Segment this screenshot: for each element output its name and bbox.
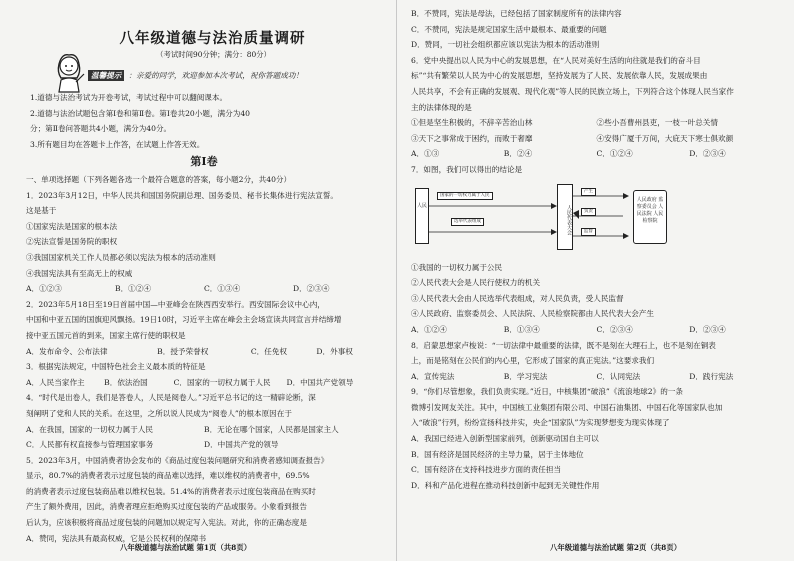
diagram-congress-box: 人民代表大会 [557, 184, 573, 250]
q5-option-d: D．赞同，一切社会组织都应该以宪法为根本的活动准则 [411, 40, 600, 50]
notice-line: 2.道德与法治试题包含第Ⅰ卷和第Ⅱ卷。第Ⅰ卷共20小题，满分为40 [30, 108, 250, 118]
q5-option-a: A．赞同，宪法具有最高权威，它是公民权利的保障书 [26, 533, 207, 543]
q1-line: 这是基于 [26, 206, 57, 216]
q4-options-cd [26, 437, 382, 453]
q6-option-d: D．②③④ [689, 149, 726, 159]
q9-line: 9．“你们尽管想象，我们负责实现。”近日，中核集团“破浪”《流浪地球2》的一条 [411, 387, 683, 397]
notice-line: 1.道德与法治考试为开卷考试，考试过程中可以翻阅课本。 [30, 93, 228, 102]
q4-option-d: D．中国共产党的领导 [204, 440, 279, 450]
left-page-footer: 八年级道德与法治试题 第1页（共8页） [120, 543, 252, 552]
q6-option-c: C．①②④ [596, 149, 633, 159]
q1-option-a: A．①②③ [26, 284, 62, 294]
q7-item: ③人民代表大会由人民选举代表组成，对人民负责，受人民监督 [411, 293, 624, 303]
exam-title: 八年级道德与法治质量调研 [119, 30, 306, 47]
q8-option-c: C．认同宪法 [596, 371, 641, 381]
q8-options [411, 369, 782, 385]
q6-line: 人民共享，不会有正确的发展观、现代化观”等人民的民族立场上，下列符合这个体现人民当家作 [411, 86, 734, 96]
q7-stem: 7．如图，我们可以得出的结论是 [411, 164, 523, 174]
q2-line: 中国和中亚五国的国旗迎风飘扬。19日10时，习近平主席在峰会主会场宣读共同宣言并结缔增 [26, 315, 342, 325]
q3-stem-b: 中国特色社会主义最本质的特征是 [91, 362, 206, 372]
q1-options [26, 281, 382, 297]
q4-option-c: C．人民都有权直接参与管理国家事务 [26, 440, 154, 450]
q2-option-b: B．授予荣誉权 [157, 346, 209, 356]
q4-option-b: B．无论在哪个国家，人民都是国家主人 [204, 424, 339, 434]
q5-line: 的消费者表示过度包装商品难以维权包装。51.4%的消费者表示过度包装商品在购买时 [26, 486, 316, 496]
right-page [397, 0, 794, 561]
diagram-label-oversee: 监督 [581, 228, 596, 236]
q7-item: ④人民政府、监察委员会、人民法院、人民检察院都由人民代表大会产生 [411, 309, 654, 319]
q4-line: 刻阐明了党和人民的关系。在这里，之所以说人民成为“阅卷人”的根本原因在于 [26, 408, 292, 418]
notice-line: 3.所有题目均在答题卡上作答，在试题上作答无效。 [30, 139, 205, 149]
q2-line: 2．2023年5月18日至19日首届中国—中亚峰会在陕西西安举行。西安国际会议中心内， [26, 299, 325, 309]
q2-options [26, 344, 382, 360]
q6-line: 标”“共有繁荣以人民为中心的发展思想，坚持发展为了人民、发展依靠人民，发展成果由 [411, 71, 708, 81]
q7-item: ②人民代表大会是人民行使权力的机关 [411, 278, 541, 288]
q7-option-b: B．①③④ [503, 324, 540, 334]
q6-item-2: ②些小吾曹州县吏，一枝一叶总关情 [596, 118, 718, 128]
q3-option-a: A．人民当家作主 [26, 377, 85, 387]
q6-item-3: ③天下之事常成于困约，而败于奢靡 [411, 133, 533, 143]
q1-line: ③我国国家机关工作人员都必须以宪法为根本的活动准则 [26, 252, 216, 262]
diagram-label-elect: 选举代表组成 [451, 218, 484, 226]
tip-banner [88, 70, 303, 81]
q6-items-row2 [411, 131, 782, 147]
q2-option-a: A．发布命令、公布法律 [26, 346, 108, 356]
notice-line: 分；第Ⅱ卷问答题共4小题，满分为40分。 [30, 124, 172, 134]
q4-options-ab [26, 422, 382, 438]
q6-line: 6．党中央提出以人民为中心的发展思想，在“人民对美好生活的向往就是我们的奋斗目 [411, 55, 701, 65]
q8-line: 8．启蒙思想家卢梭说：“一切法律中最重要的法律，既不是刻在大理石上，也不是刻在铜表 [411, 340, 716, 350]
q5-line: 5．2023年3月，中国消费者协会发布的《商品过度包装问题研究和消费者感知调查报告》 [26, 455, 329, 465]
q1-option-d: D．②③④ [293, 284, 330, 294]
q9-line: 入“破浪”行列，纷纷宣扬科技井实，央企“国家队”为实现梦想变为现实体现了 [411, 418, 670, 428]
q1-line: ④我国宪法具有至高无上的权威 [26, 268, 133, 278]
q5-line: 产生了额外费用，因此，消费者理应拒绝购买过度包装的产品或服务。小象看到报告 [26, 502, 307, 512]
diagram-people-box: 人民 [415, 188, 429, 244]
q9-option-a: A．我国已经进入创新型国家前列，创新驱动国自主可以 [411, 434, 599, 444]
q1-option-b: B．①②④ [115, 284, 151, 294]
q6-option-a: A．①③ [411, 149, 440, 159]
q7-option-d: D．②③④ [689, 324, 726, 334]
q3-stem-a: 3．根据宪法规定， [26, 362, 92, 372]
q9-option-d: D．科和产品化进程在推动科技创新中起到无关键性作用 [411, 480, 600, 490]
q7-item: ①我国的一切权力属于公民 [411, 262, 503, 272]
left-questions [26, 150, 382, 546]
q3-option-c: C．国家的一切权力属于人民 [173, 377, 271, 387]
q3-line [26, 359, 382, 375]
q6-line: 主的法律体现的是 [411, 102, 472, 112]
q3-option-b: B．依法治国 [104, 377, 148, 387]
q9-option-b: B．国有经济是国民经济的主导力量，居于主体地位 [411, 449, 584, 459]
mascot-illustration [48, 50, 90, 94]
diagram-label-responsible: 负责 [581, 208, 596, 216]
q8-line: 上，而是铭刻在公民们的内心里，它形成了国家的真正宪法。”这要求我们 [411, 356, 655, 366]
tip-badge: 温馨提示 [88, 70, 124, 81]
exam-notice [30, 90, 380, 152]
tip-text: ：亲爱的同学，欢迎参加本次考试，祝你答题成功！ [128, 71, 304, 80]
q8-option-b: B．学习宪法 [503, 371, 548, 381]
q4-line: 4．“时代是出卷人，我们是答卷人，人民是阅卷人。”习近平总书记的这一精辟论断，深 [26, 393, 316, 403]
diagram-label-produce: 产生 [581, 188, 596, 196]
q2-option-d: D．外事权 [316, 346, 353, 356]
q1-line: ①国家宪法是国家的根本法 [26, 221, 118, 231]
q1-line: ②宪法宣誓是国务院的职权 [26, 237, 118, 247]
q4-option-a: A．在我国，国家的一切权力属于人民 [26, 424, 153, 434]
section-title: 第Ⅰ卷 [190, 155, 218, 168]
right-page-footer: 八年级道德与法治试题 第2页（共8页） [550, 543, 682, 552]
q7-options [411, 322, 782, 338]
q1-option-c: C．①③④ [204, 284, 241, 294]
q6-options [411, 146, 782, 162]
q9-option-c: C．国有经济在支持科技进步方面的责任担当 [411, 465, 562, 475]
q6-items-row1 [411, 115, 782, 131]
q6-item-4: ④安得广厦千万间，大庇天下寒士俱欢颜 [596, 133, 734, 143]
q1-line: 1．2023年3月12日，中华人民共和国国务院副总理、国务委员、秘书长集体进行宪法宣誓。 [26, 190, 339, 200]
q9-line: 微博引发网友关注。其中，中国核工业集团有限公司、中国石油集团、中国石化等国家队也加 [411, 402, 723, 412]
q3-option-d: D．中国共产党领导 [286, 377, 354, 387]
section-description: 一、单项选择题（下列各题各选一个最符合题意的答案，每小题2分，共40分） [26, 175, 292, 184]
diagram-arrows [429, 182, 569, 256]
q2-option-c: C．任免权 [250, 346, 288, 356]
q8-option-d: D．践行宪法 [689, 371, 734, 381]
q8-option-a: A．宣传宪法 [411, 371, 455, 381]
exam-subtitle: （考试时间90分钟；满分：80分） [156, 50, 271, 59]
q5-option-c: C．不赞同，宪法是规定国家生活中最根本、最重要的问题 [411, 24, 607, 34]
q7-option-c: C．②③④ [596, 324, 633, 334]
q6-item-1: ①但是坚生积极的，不辞辛苦治山林 [411, 118, 533, 128]
q5-line: 显示，80.7%的消费者表示过度包装的商品难以选择，难以维权的消费者中，69.5% [26, 471, 310, 481]
q6-option-b: B．②④ [503, 149, 533, 159]
q5-line: 后认为，应该积极将商品过度包装的问题加以规定写入宪法。对此，你的正确态度是 [26, 518, 307, 528]
power-structure-diagram [411, 182, 782, 256]
q2-line: 接中亚五国元首的到来，国家主席行使的职权是 [26, 330, 186, 340]
diagram-organs-box: 人民政府 监察委员会 人民法院 人民检察院 [633, 190, 667, 244]
diagram-label-power: 国家的一切权力属于人民 [437, 192, 493, 200]
q7-option-a: A．①②④ [411, 324, 447, 334]
q5-option-b: B．不赞同，宪法是母法，已经包括了国家制度所有的法律内容 [411, 9, 622, 18]
q3-options [26, 375, 382, 391]
